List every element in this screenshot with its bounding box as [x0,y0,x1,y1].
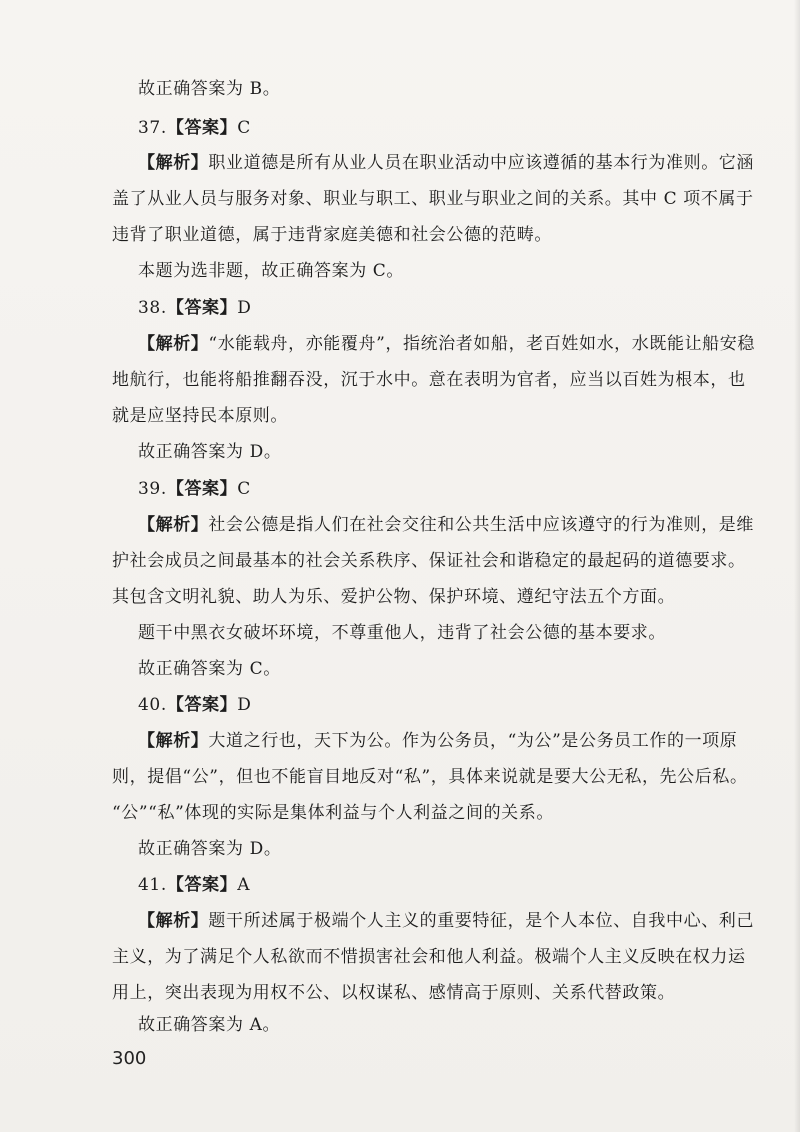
answer-conclusion: 故正确答案为 D。 [138,839,282,859]
page-number: 300 [112,1048,147,1069]
answer-conclusion: 故正确答案为 D。 [138,442,282,462]
analysis-line: 【解析】题干所述属于极端个人主义的重要特征，是个人本位、自我中心、利己 [138,911,755,931]
analysis-line: 主义，为了满足个人私欲而不惜损害社会和他人利益。极端个人主义反映在权力运 [112,947,746,967]
answer-conclusion: 故正确答案为 C。 [138,659,281,679]
analysis-line: 则，提倡“公”，但也不能盲目地反对“私”，具体来说就是要大公无私，先公后私。 [112,767,748,787]
scan-edge-shadow [794,0,800,1132]
answer-heading-39: 39.【答案】C [138,479,251,499]
analysis-line: 就是应坚持民本原则。 [112,406,288,426]
analysis-line: 地航行，也能将船推翻吞没，沉于水中。意在表明为官者，应当以百姓为根本，也 [112,370,746,390]
analysis-line: 【解析】职业道德是所有从业人员在职业活动中应该遵循的基本行为准则。它涵 [138,153,755,173]
answer-heading-41: 41.【答案】A [138,875,251,895]
answer-heading-38: 38.【答案】D [138,298,252,318]
answer-heading-40: 40.【答案】D [138,695,252,715]
analysis-line: 【解析】社会公德是指人们在社会交往和公共生活中应该遵守的行为准则，是维 [138,515,755,535]
analysis-line: 盖了从业人员与服务对象、职业与职工、职业与职业之间的关系。其中 C 项不属于 [112,189,754,209]
analysis-line: 护社会成员之间最基本的社会关系秩序、保证社会和谐稳定的最起码的道德要求。 [112,551,746,571]
analysis-line: 题干中黑衣女破坏环境，不尊重他人，违背了社会公德的基本要求。 [138,623,666,643]
answer-conclusion: 故正确答案为 A。 [138,1015,281,1035]
answer-conclusion: 本题为选非题，故正确答案为 C。 [138,261,405,281]
analysis-line: “公”“私”体现的实际是集体利益与个人利益之间的关系。 [112,803,554,823]
analysis-line: 用上，突出表现为用权不公、以权谋私、感情高于原则、关系代替政策。 [112,983,676,1003]
answer-conclusion: 故正确答案为 B。 [138,79,281,99]
analysis-line: 其包含文明礼貌、助人为乐、爱护公物、保护环境、遵纪守法五个方面。 [112,587,676,607]
analysis-line: 违背了职业道德，属于违背家庭美德和社会公德的范畴。 [112,225,552,245]
analysis-line: 【解析】“水能载舟，亦能覆舟”，指统治者如船，老百姓如水，水既能让船安稳 [138,334,755,354]
analysis-line: 【解析】大道之行也，天下为公。作为公务员，“为公”是公务员工作的一项原 [138,731,738,751]
answer-heading-37: 37.【答案】C [138,118,251,138]
